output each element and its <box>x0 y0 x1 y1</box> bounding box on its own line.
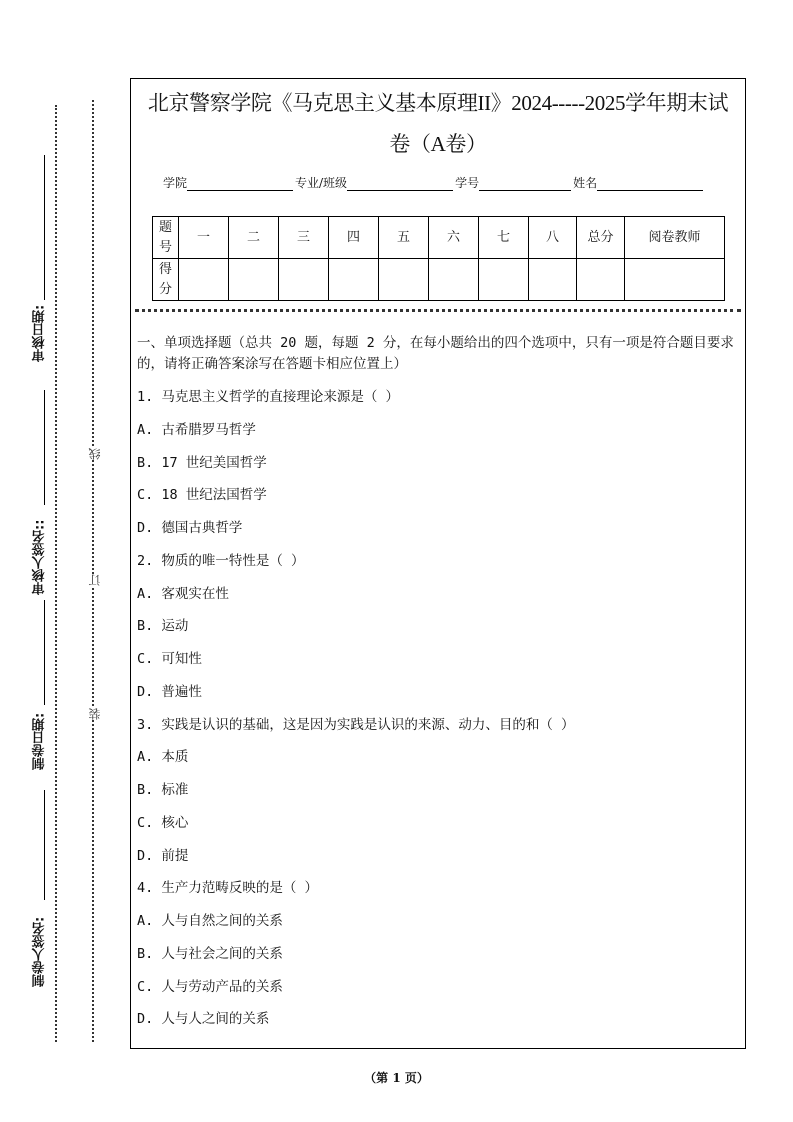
score-cell[interactable] <box>529 259 577 301</box>
header-cell: 总分 <box>577 217 625 259</box>
question-number-row <box>153 217 725 259</box>
header-cell: 阅卷教师 <box>625 217 725 259</box>
answer-option: D. 前提 <box>137 847 189 864</box>
score-table <box>152 216 725 301</box>
section-heading: 一、单项选择题（总共 20 题，每题 2 分，在每小题给出的四个选项中，只有一项是符合题目要求的，请将正确答案涂写在答题卡相应位置上） <box>137 335 734 372</box>
answer-option: D. 德国古典哲学 <box>137 520 243 536</box>
review-date-label: 审核日期: <box>32 304 48 362</box>
examiner-signature-line <box>44 790 45 900</box>
header-cell: 八 <box>529 217 577 259</box>
score-row-label: 得分 <box>153 259 179 301</box>
score-row <box>153 259 725 301</box>
student-id-label: 学号 <box>455 176 480 190</box>
student-info-row <box>163 174 705 191</box>
score-cell[interactable] <box>379 259 429 301</box>
header-cell: 题号 <box>153 217 179 259</box>
college-label: 学院 <box>163 176 188 190</box>
score-cell[interactable] <box>625 259 725 301</box>
answer-option: C. 18 世纪法国哲学 <box>137 487 267 504</box>
exam-page-frame <box>130 78 746 1049</box>
score-cell[interactable] <box>179 259 229 301</box>
answer-option: C. 核心 <box>137 814 189 831</box>
header-cell: 七 <box>479 217 529 259</box>
exam-date-line <box>44 600 45 705</box>
header-cell: 六 <box>429 217 479 259</box>
score-cell[interactable] <box>577 259 625 301</box>
answer-option: C. 人与劳动产品的关系 <box>137 978 283 995</box>
answer-option: A. 客观实在性 <box>137 585 229 602</box>
header-cell: 四 <box>329 217 379 259</box>
page-number: （第 1 页） <box>364 1071 429 1085</box>
binding-char-staple: 订 <box>88 574 102 586</box>
score-cell[interactable] <box>479 259 529 301</box>
question-stem: 4. 生产力范畴反映的是（ ） <box>137 880 319 897</box>
major-class-blank[interactable] <box>347 177 453 191</box>
student-id-blank[interactable] <box>479 177 571 191</box>
binding-dotted-line <box>92 100 94 1042</box>
answer-option: A. 人与自然之间的关系 <box>137 913 283 929</box>
header-cell: 二 <box>229 217 279 259</box>
exam-title: 北京警察学院《马克思主义基本原理II》2024-----2025学年期末试 <box>147 91 729 115</box>
score-cell[interactable] <box>229 259 279 301</box>
score-cell[interactable] <box>279 259 329 301</box>
score-cell[interactable] <box>429 259 479 301</box>
question-stem: 1. 马克思主义哲学的直接理论来源是（ ） <box>137 389 400 405</box>
header-cell: 一 <box>179 217 229 259</box>
exam-title-line2: 卷（A卷） <box>389 132 487 156</box>
score-cell[interactable] <box>329 259 379 301</box>
answer-option: B. 运动 <box>137 618 189 635</box>
review-date-line <box>44 155 45 300</box>
answer-option: D. 人与人之间的关系 <box>137 1011 270 1028</box>
answer-option: C. 可知性 <box>137 651 202 667</box>
answer-option: A. 古希腊罗马哲学 <box>137 421 256 438</box>
major-class-label: 专业/班级 <box>295 176 348 190</box>
name-blank[interactable] <box>597 177 703 191</box>
name-label: 姓名 <box>573 176 598 190</box>
examiner-signature-label: 制卷人签名: <box>32 916 48 987</box>
answer-option: B. 17 世纪美国哲学 <box>137 454 267 471</box>
answer-option: A. 本质 <box>137 749 189 766</box>
binding-char-line: 线 <box>88 448 102 460</box>
answer-option: B. 标准 <box>137 782 189 798</box>
reviewer-signature-label: 审核人签名:: <box>32 519 48 595</box>
binding-char-bind: 装 <box>88 708 102 720</box>
reviewer-signature-line <box>44 390 45 505</box>
binding-dotted-line <box>55 105 57 1042</box>
header-cell: 三 <box>279 217 329 259</box>
exam-date-label: 制卷日期: <box>32 712 48 770</box>
answer-option: D. 普遍性 <box>137 683 202 700</box>
question-stem: 2. 物质的唯一特性是（ ） <box>137 552 305 569</box>
question-stem: 3. 实践是认识的基础，这是因为实践是认识的来源、动力、目的和（ ） <box>137 716 575 733</box>
college-blank[interactable] <box>187 177 293 191</box>
dotted-separator <box>135 309 741 312</box>
header-cell: 五 <box>379 217 429 259</box>
answer-option: B. 人与社会之间的关系 <box>137 945 283 962</box>
